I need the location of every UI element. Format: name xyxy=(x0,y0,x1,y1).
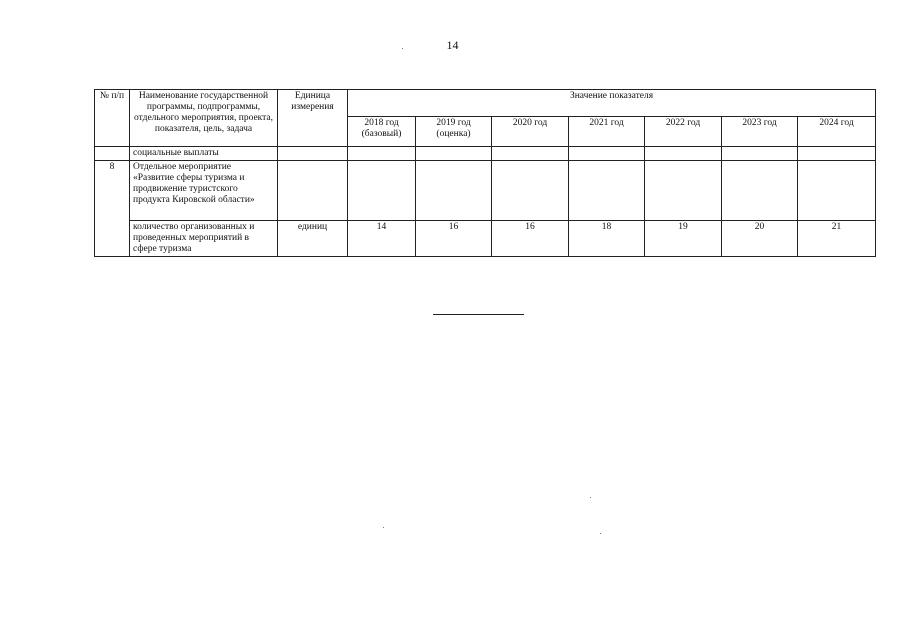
table-header-row xyxy=(95,90,876,117)
cell-value: 16 xyxy=(492,221,569,257)
cell-value: 21 xyxy=(798,221,876,257)
scan-speck xyxy=(383,527,384,528)
header-unit: Единица измерения xyxy=(278,90,348,147)
scan-speck xyxy=(600,533,601,534)
header-year: 2021 год xyxy=(569,117,645,147)
indicators-table xyxy=(94,89,876,257)
table-row xyxy=(95,161,876,221)
table-row xyxy=(95,221,876,257)
cell-value: 20 xyxy=(722,221,798,257)
end-of-document-line xyxy=(433,314,524,315)
cell-value: 19 xyxy=(645,221,722,257)
cell-name: Отдельное мероприятие «Развитие сферы туризма и продвижение туристского продукта Кировской области» xyxy=(130,161,278,221)
cell-name: социальные выплаты xyxy=(130,147,278,161)
header-year: 2023 год xyxy=(722,117,798,147)
cell-value: 16 xyxy=(416,221,492,257)
header-name: Наименование государственной программы, подпрограммы, отдельного мероприятия, проекта, показателя, цель, задача xyxy=(130,90,278,147)
header-year: 2024 год xyxy=(798,117,876,147)
header-values-group: Значение показателя xyxy=(348,90,876,117)
cell-value: 14 xyxy=(348,221,416,257)
cell-unit: единиц xyxy=(278,221,348,257)
table-row xyxy=(95,147,876,161)
scan-speck xyxy=(590,497,591,498)
scan-speck xyxy=(402,48,403,49)
header-year: 2018 год (базовый) xyxy=(348,117,416,147)
header-num: № п/п xyxy=(95,90,130,147)
page-number: 14 xyxy=(446,38,459,52)
header-year: 2022 год xyxy=(645,117,722,147)
cell-value: 18 xyxy=(569,221,645,257)
header-year: 2019 год (оценка) xyxy=(416,117,492,147)
cell-num: 8 xyxy=(95,161,130,257)
cell-indicator-name: количество организованных и проведенных мероприятий в сфере туризма xyxy=(130,221,278,257)
header-year: 2020 год xyxy=(492,117,569,147)
